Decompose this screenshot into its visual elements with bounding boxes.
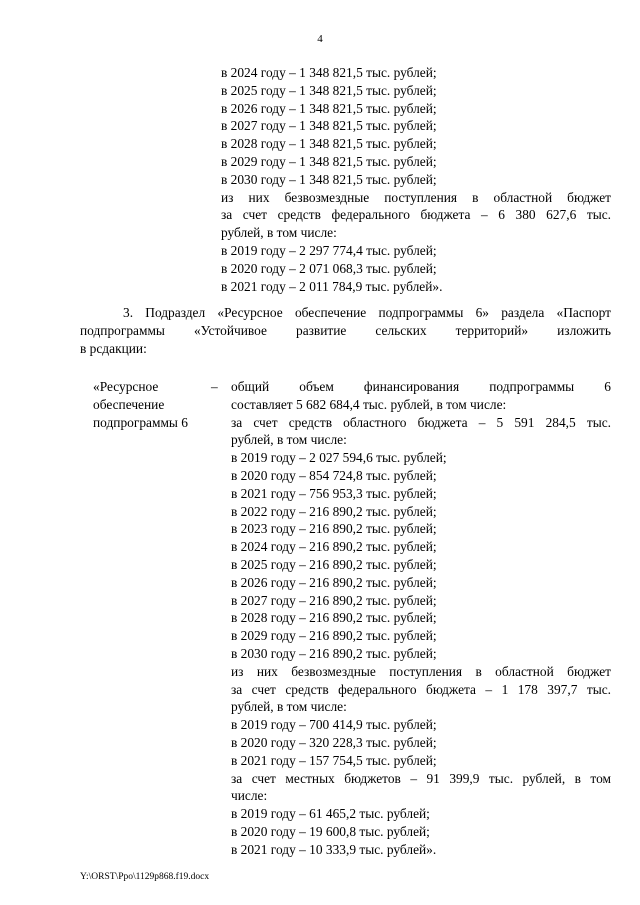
regional-year-line: в 2019 году – 2 027 594,6 тыс. рублей; xyxy=(231,450,447,466)
federal-text-line: рублей, в том числе: xyxy=(231,699,347,715)
total-line: составляет 5 682 684,4 тыс. рублей, в том числе: xyxy=(231,396,507,412)
local-year-line: в 2021 году – 10 333,9 тыс. рублей». xyxy=(231,841,437,857)
label-line: «Ресурсное xyxy=(93,379,159,394)
regional-year-line: в 2021 году – 756 953,3 тыс. рублей; xyxy=(231,485,437,501)
regional-year-line: в 2030 году – 216 890,2 тыс. рублей; xyxy=(231,645,437,661)
federal-year-line: в 2019 году – 2 297 774,4 тыс. рублей; xyxy=(221,242,437,258)
year-line: в 2024 году – 1 348 821,5 тыс. рублей; xyxy=(221,65,437,80)
total-line: общий объем финансирования подпрограммы 6 xyxy=(231,379,611,394)
section-3-line: подпрограммы «Устойчивое развитие сельских территорий» изложить xyxy=(80,322,611,338)
local-year-line: в 2019 году – 61 465,2 тыс. рублей; xyxy=(231,806,430,822)
regional-line: рублей, в том числе: xyxy=(231,432,347,448)
federal-text-line: рублей, в том числе: xyxy=(221,225,337,241)
regional-year-line: в 2029 году – 216 890,2 тыс. рублей; xyxy=(231,628,437,644)
federal-year-line: в 2021 году – 2 011 784,9 тыс. рублей». xyxy=(221,278,443,294)
regional-year-line: в 2023 году – 216 890,2 тыс. рублей; xyxy=(231,521,437,537)
federal-year-line: в 2019 году – 700 414,9 тыс. рублей; xyxy=(231,717,437,733)
label-line: подпрограммы 6 xyxy=(93,414,188,430)
federal-text-line: из них безвозмездные поступления в областной бюджет xyxy=(231,663,611,679)
section-3-line: в рсдакции: xyxy=(80,340,147,356)
year-line: в 2026 году – 1 348 821,5 тыс. рублей; xyxy=(221,100,437,116)
federal-year-line: в 2021 году – 157 754,5 тыс. рублей; xyxy=(231,752,437,768)
file-path-footer: Y:\ORST\Ppo\1129p868.f19.docx xyxy=(80,872,210,882)
federal-year-line: в 2020 году – 2 071 068,3 тыс. рублей; xyxy=(221,260,437,276)
label-line: обеспечение xyxy=(93,396,165,412)
year-line: в 2029 году – 1 348 821,5 тыс. рублей; xyxy=(221,153,437,169)
year-line: в 2028 году – 1 348 821,5 тыс. рублей; xyxy=(221,136,437,152)
section-3-line: 3. Подраздел «Ресурсное обеспечение подпрограммы 6» раздела «Паспорт xyxy=(123,305,611,320)
regional-year-line: в 2027 году – 216 890,2 тыс. рублей; xyxy=(231,592,437,608)
local-year-line: в 2020 году – 19 600,8 тыс. рублей; xyxy=(231,823,430,839)
federal-text-line: за счет средств федерального бюджета – 1 178 397,7 тыс. xyxy=(231,681,611,697)
regional-year-line: в 2028 году – 216 890,2 тыс. рублей; xyxy=(231,610,437,626)
regional-year-line: в 2026 году – 216 890,2 тыс. рублей; xyxy=(231,574,437,590)
regional-year-line: в 2020 году – 854 724,8 тыс. рублей; xyxy=(231,467,437,483)
local-text-line: за счет местных бюджетов – 91 399,9 тыс. рублей, в том xyxy=(231,770,611,786)
regional-year-line: в 2024 году – 216 890,2 тыс. рублей; xyxy=(231,539,437,555)
year-line: в 2030 году – 1 348 821,5 тыс. рублей; xyxy=(221,171,437,187)
federal-year-line: в 2020 году – 320 228,3 тыс. рублей; xyxy=(231,734,437,750)
regional-line: за счет средств областного бюджета – 5 591 284,5 тыс. xyxy=(231,414,611,430)
funding-continuation-block xyxy=(221,64,611,295)
page-number: 4 xyxy=(317,33,323,45)
section-3-paragraph xyxy=(80,304,611,357)
regional-year-line: в 2025 году – 216 890,2 тыс. рублей; xyxy=(231,556,437,572)
resource-content xyxy=(231,378,611,859)
year-line: в 2027 году – 1 348 821,5 тыс. рублей; xyxy=(221,118,437,134)
label-dash: – xyxy=(211,379,218,394)
year-line: в 2025 году – 1 348 821,5 тыс. рублей; xyxy=(221,82,437,98)
local-text-line: числе: xyxy=(231,788,268,804)
federal-text-line: за счет средств федерального бюджета – 6 380 627,6 тыс. xyxy=(221,207,611,223)
federal-text-line: из них безвозмездные поступления в областной бюджет xyxy=(221,189,611,205)
regional-year-line: в 2022 году – 216 890,2 тыс. рублей; xyxy=(231,503,437,519)
